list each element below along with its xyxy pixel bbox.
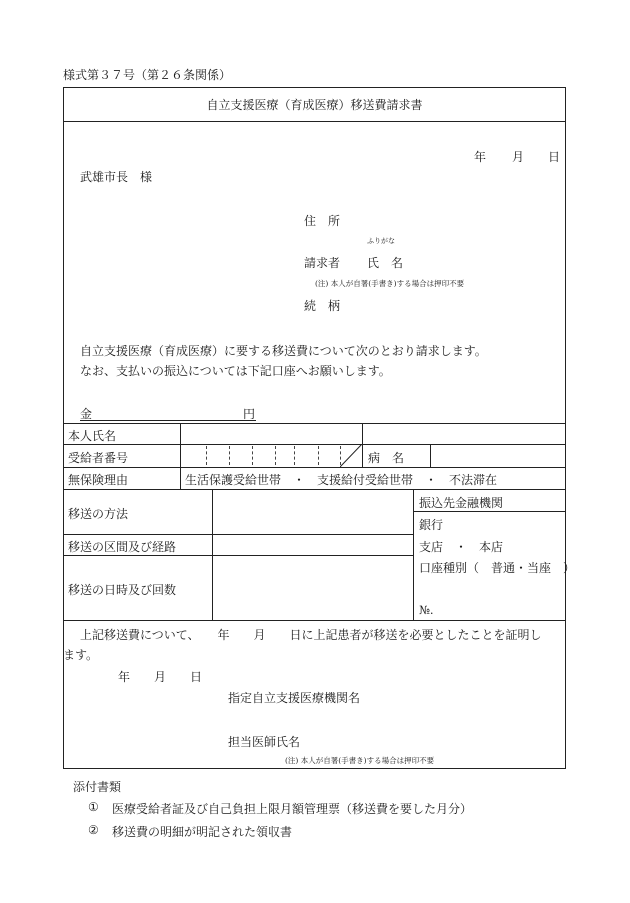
- furigana-label: ふりがな: [367, 237, 395, 245]
- form-frame: [63, 87, 566, 769]
- name-label: 氏 名: [367, 256, 404, 270]
- address-label: 住 所: [304, 214, 341, 228]
- date-month: 月: [512, 150, 525, 164]
- institution-label: 指定自立支援医療機関名: [228, 691, 361, 705]
- amount-suffix: 円: [243, 407, 256, 421]
- claimant-label: 請求者: [304, 256, 341, 270]
- row-line-3: [63, 489, 566, 490]
- account-number-label: №.: [419, 603, 434, 617]
- form-title: 自立支援医療（育成医療）移送費請求書: [206, 98, 423, 112]
- transport-datetime-label: 移送の日時及び回数: [68, 583, 177, 597]
- recipient-number-label: 受給者番号: [68, 451, 129, 465]
- relation-label: 続 柄: [304, 299, 341, 313]
- branch-label: 支店 ・ 本店: [419, 540, 504, 554]
- no-insurance-options: 生活保護受給世帯 ・ 支援給付受給世帯 ・ 不法滞在: [185, 473, 498, 487]
- bank-header: 振込先金融機関: [419, 496, 504, 510]
- transport-route-label: 移送の区間及び経路: [68, 540, 177, 554]
- disease-label: 病 名: [368, 451, 405, 465]
- col-line-a: [180, 423, 181, 467]
- claimant-note: (注) 本人が自署(手書き)する場合は押印不要: [315, 279, 465, 288]
- attachment-item-1: 医療受給者証及び自己負担上限月額管理票（移送費を要した月分）: [112, 802, 473, 816]
- addressee: 武雄市長 様: [80, 170, 153, 184]
- patient-name-label: 本人氏名: [68, 429, 117, 443]
- col-line-c: [430, 444, 431, 467]
- attachment-marker-2: ②: [88, 823, 99, 837]
- row-line-1: [63, 444, 566, 445]
- account-type-label: 口座種別（ 普通・当座 ）: [419, 561, 576, 575]
- date-day: 日: [548, 150, 561, 164]
- row-line-2: [63, 467, 566, 468]
- body-line-2: なお、支払いの振込については下記口座へお願いします。: [80, 364, 391, 378]
- digit-divider: [294, 446, 295, 465]
- doctor-label: 担当医師氏名: [228, 735, 301, 749]
- transport-method-label: 移送の方法: [68, 507, 129, 521]
- certification-date: 年 月 日: [118, 670, 203, 684]
- attachment-marker-1: ①: [88, 800, 99, 814]
- col-line-f: [413, 489, 414, 620]
- row-line-4: [63, 534, 413, 535]
- col-line-b: [362, 423, 363, 467]
- row-line-5: [63, 555, 413, 556]
- body-line-1: 自立支援医療（育成医療）に要する移送費について次のとおり請求します。: [80, 344, 487, 358]
- date-year: 年: [474, 150, 487, 164]
- certification-line-2: ます。: [63, 648, 99, 662]
- no-insurance-label: 無保険理由: [68, 473, 129, 487]
- digit-divider: [229, 446, 230, 465]
- bank-header-line: [413, 511, 566, 512]
- certification-line-1: 上記移送費について、 年 月 日に上記患者が移送を必要としたことを証明し: [80, 628, 542, 642]
- attachments-heading: 添付書類: [73, 780, 122, 794]
- amount-prefix: 金: [80, 407, 93, 421]
- digit-divider: [206, 446, 207, 465]
- col-line-d: [180, 467, 181, 489]
- doctor-note: (注) 本人が自署(手書き)する場合は押印不要: [285, 756, 435, 765]
- attachment-item-2: 移送費の明細が明記された領収書: [112, 825, 293, 839]
- table-top-line: [63, 423, 566, 424]
- amount-underline: [80, 420, 256, 421]
- form-number: 様式第３７号（第２６条関係）: [63, 68, 232, 82]
- bank-label: 銀行: [419, 518, 444, 532]
- col-line-e: [212, 489, 213, 620]
- digit-divider: [252, 446, 253, 465]
- digit-divider: [275, 446, 276, 465]
- title-divider: [63, 121, 566, 122]
- table-bottom-line: [63, 620, 566, 621]
- digit-divider: [318, 446, 319, 465]
- diagonal-slash: [340, 444, 362, 467]
